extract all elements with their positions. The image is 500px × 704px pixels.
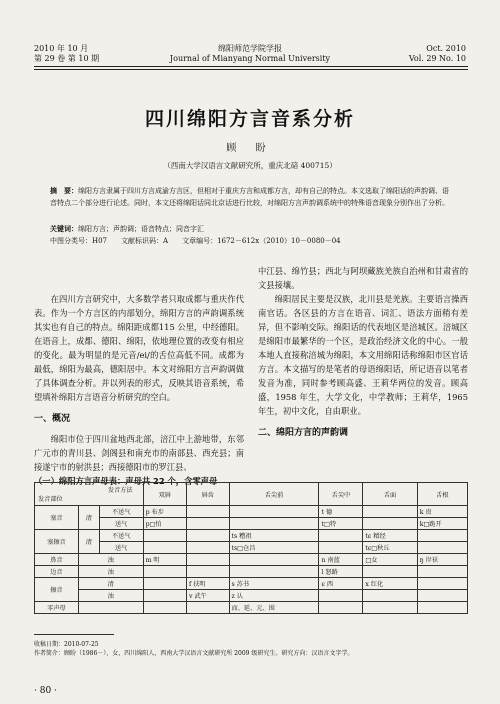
table-cell: n 南蓝 [319, 554, 363, 566]
col-header: 舌尖中 [319, 483, 363, 506]
col-header: 双唇 [143, 483, 186, 506]
table-cell: s 苏书 [229, 578, 319, 590]
table-cell: f 扶明 [186, 578, 229, 590]
table-cell [229, 566, 319, 578]
table-cell: t 德 [319, 506, 363, 518]
table-cell [143, 602, 186, 614]
table-cell [186, 566, 229, 578]
table-cell: ŋ 岸袄 [417, 554, 467, 566]
col-header: 舌尖前 [229, 483, 319, 506]
corner-method: 发音方法 [107, 487, 133, 494]
col-header: 唇齿 [186, 483, 229, 506]
footnote-rule [34, 634, 114, 635]
table-row [35, 518, 468, 530]
abstract-text: 绵阳方言隶属于四川方言成渝方言区，但相对于重庆方言和成都方言，却有自己的特点。本文选取了绵阳话的声韵调、语音特点二个部分进行论述。同时，本文还将绵阳话同北京话进行比较，对绵阳方言声韵调系统中的特殊语音现象分别作出了分析。 [50, 187, 449, 207]
author-info: 作者简介：顾盼（1986－），女，四川绵阳人，西南大学汉语言文献研究所 2009 级研究生。研究方向：汉语言文字学。 [34, 650, 354, 657]
table-cell: ɕ 西 [319, 578, 363, 590]
header-date-right [409, 44, 466, 64]
table-row [35, 542, 468, 554]
col-header: 舌根 [417, 483, 467, 506]
table-cell [229, 506, 319, 518]
table-cell: t□特 [319, 518, 363, 530]
table-cell: z 认 [229, 590, 319, 602]
row-manner: 零声母 [35, 602, 79, 614]
table-cell [417, 542, 467, 554]
keywords [50, 224, 452, 234]
header-rule-thin [34, 69, 468, 70]
classification: 中图分类号：H07 文献标识码：A 文章编号：1672－612x（2010）10－0080－04 [50, 237, 341, 245]
table-cell: p 布步 [143, 506, 186, 518]
row-manner: 塞擦音 [35, 530, 79, 554]
col-header: 舌面 [363, 483, 417, 506]
table-cell [186, 530, 229, 542]
table-cell [319, 542, 363, 554]
left-column [34, 292, 244, 488]
header-date-en: Oct. 2010 [426, 44, 466, 53]
row-aspiration: 送气 [99, 542, 143, 554]
right-column [258, 264, 468, 440]
section-heading-2: 二、绵阳方言的声韵调 [258, 428, 349, 438]
table-cell [417, 590, 467, 602]
row-voicing: 浊 [78, 566, 143, 578]
abstract [50, 185, 452, 209]
table-corner [35, 483, 144, 506]
section-heading-1: 一、概况 [34, 414, 71, 424]
corner-place: 发音部位 [38, 496, 63, 503]
table-row [35, 590, 468, 602]
row-voicing: 浊 [78, 554, 143, 566]
table-cell: ts□仓昌 [229, 542, 319, 554]
initials-table [34, 482, 468, 614]
table-cell: □女 [363, 554, 417, 566]
row-manner: 塞音 [35, 506, 79, 530]
continued-paragraph: 中江县、绵竹县；西北与阿坝藏族羌族自治州和甘肃省的文县接壤。 [258, 266, 468, 290]
table-cell [143, 542, 186, 554]
table-cell [319, 530, 363, 542]
journal-name-en: Journal of Mianyang Normal University [169, 54, 331, 63]
received-date: 收稿日期：2010-07-25 [34, 641, 99, 648]
residents-paragraph: 绵阳居民主要是汉族，北川县是羌族。主要语言操西南官话。各区县的方言在语音、词汇、语法方面稍有差异，但不影响交际。绵阳话的代表地区是涪城区。涪城区是绵阳市最繁华的一个区，是政治经济文化的中心。一般本地人直接称涪城为绵阳，本文用绵阳话称绵阳市区官话方言。本文描写的是笔者的母语绵阳话，所记语音以笔者发音为准，同时参考顾高盛、王莉华两位的发音。顾高盛，1958 年生，大学文化，中学教师；王莉华，1965 年生，初中文化，自由职业。 [258, 294, 468, 416]
table-cell [186, 542, 229, 554]
article-title: 四川绵阳方言音系分析 [144, 108, 355, 130]
row-voicing: 清 [78, 506, 99, 530]
table-cell [143, 566, 186, 578]
table-cell: k□跪开 [417, 518, 467, 530]
table-cell: m 明 [143, 554, 186, 566]
header-date: 2010 年 10 月 [34, 44, 89, 53]
table-cell [143, 530, 186, 542]
table-cell: v 武午 [186, 590, 229, 602]
table-cell [363, 602, 417, 614]
table-caption: （一）绵阳方言声母表：声母共 22 个，含零声母 [34, 476, 218, 486]
table-cell: tɕ 精经 [363, 530, 417, 542]
table-cell: l 怒路 [319, 566, 363, 578]
table-cell [363, 590, 417, 602]
row-manner: 鼻音 [35, 554, 79, 566]
journal-name-cn: 绵阳师范学院学报 [218, 44, 282, 53]
table-cell [186, 554, 229, 566]
author-affiliation: （西南大学汉语言文献研究所，重庆北碚 400715） [163, 161, 337, 170]
header-volume: 第 29 卷 第 10 期 [34, 54, 100, 63]
table-cell [229, 554, 319, 566]
footnote [34, 640, 353, 658]
overview-paragraph: 绵阳市位于四川盆地西北部，涪江中上游地带，东邻广元市的青川县、剑阁县和南充市的南部县、西充县；南接遂宁市的射洪县；西接德阳市的罗江县、 [34, 434, 244, 472]
article-author: 顾 盼 [226, 143, 274, 154]
page-number: · 80 · [34, 686, 57, 696]
table-cell: tɕ□秋丘 [363, 542, 417, 554]
row-aspiration: 送气 [99, 518, 143, 530]
table-cell [186, 602, 229, 614]
keywords-label: 关键词： [50, 224, 78, 233]
table-cell [417, 530, 467, 542]
row-voicing [78, 602, 143, 614]
table-cell [417, 566, 467, 578]
table-row [35, 578, 468, 590]
table-cell [186, 518, 229, 530]
table-cell: k 贵 [417, 506, 467, 518]
table-cell [186, 506, 229, 518]
table-cell [319, 602, 363, 614]
keywords-text: 绵阳方言；声韵调；语音特点；同音字汇 [78, 225, 204, 233]
table-cell [229, 518, 319, 530]
row-aspiration: 不送气 [99, 506, 143, 518]
header-volume-en: Vol. 29 No. 10 [408, 54, 466, 63]
table-cell [363, 518, 417, 530]
row-manner: 边音 [35, 566, 79, 578]
table-cell [319, 590, 363, 602]
row-voicing: 浊 [78, 590, 143, 602]
table-cell [363, 566, 417, 578]
table-row [35, 506, 468, 518]
table-row [35, 602, 468, 614]
table-cell: p□怕 [143, 518, 186, 530]
table-cell [417, 602, 467, 614]
row-voicing: 清 [78, 578, 143, 590]
table-row [35, 530, 468, 542]
table-cell: x 红化 [363, 578, 417, 590]
table-cell: ts 糟祖 [229, 530, 319, 542]
abstract-label: 摘 要： [50, 186, 78, 195]
table-cell [143, 578, 186, 590]
intro-paragraph: 在四川方言研究中，大多数学者只取成都与重庆作代表。作为一个方言区的内部划分，绵阳方言的声韵调系统其实也有自己的特点。绵阳距成都115 公里，中经德阳。在语音上，成都、德阳、绵阳，依地理位置的改变有相应的变化。最为明显的是元音/ei/的舌位高低不同。成都为最低，绵阳为最高，德阳居中。本文对绵阳方言声韵调做了具体调查分析。并以列表的形式，反映其语音系统，希望填补绵阳方言语音分析研究的空白。 [34, 294, 244, 402]
row-manner: 擦音 [35, 578, 79, 602]
row-voicing: 清 [78, 530, 99, 554]
row-aspiration: 不送气 [99, 530, 143, 542]
header-rule [34, 66, 468, 67]
table-cell: 而、延、元、围 [229, 602, 319, 614]
table-row [35, 554, 468, 566]
table-cell [143, 590, 186, 602]
table-cell [363, 506, 417, 518]
table-cell [417, 578, 467, 590]
table-row [35, 566, 468, 578]
